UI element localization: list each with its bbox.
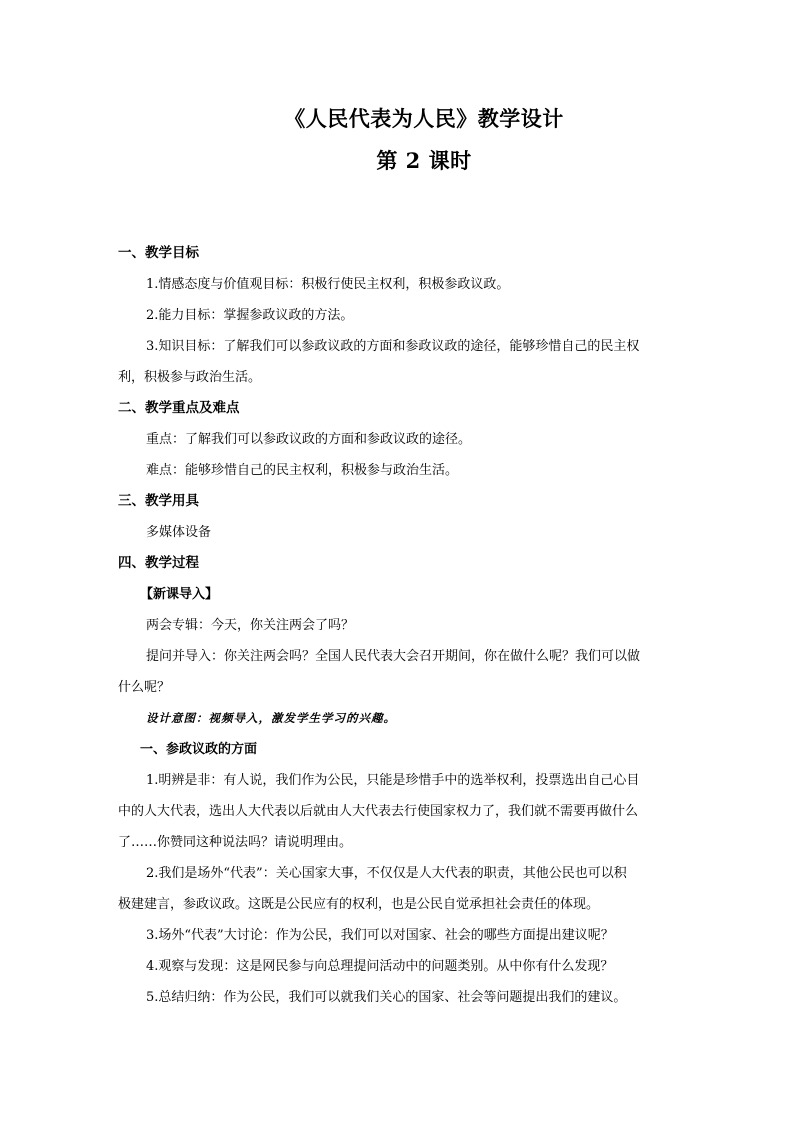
objective-3-line2: 利，积极参与政治生活。 bbox=[118, 370, 262, 385]
paragraph-4: 4.观察与发现：这是网民参与向总理提问活动中的问题类别。从中你有什么发现？ bbox=[146, 959, 614, 974]
teaching-tool: 多媒体设备 bbox=[146, 525, 212, 540]
document-title: 《人民代表为人民》教学设计 bbox=[284, 106, 564, 131]
paragraph-2-line2: 极建建言，参政议政。这既是公民应有的权利，也是公民自觉承担社会责任的体现。 bbox=[118, 897, 600, 912]
section-heading-process: 四、教学过程 bbox=[118, 555, 199, 571]
objective-2: 2.能力目标：掌握参政议政的方法。 bbox=[146, 308, 354, 323]
difficult-point: 难点：能够珍惜自己的民主权利，积极参与政治生活。 bbox=[146, 463, 459, 478]
objective-3-line1: 3.知识目标：了解我们可以参政议政的方面和参政议政的途径，能够珍惜自己的民主权 bbox=[146, 339, 640, 354]
intro-line-2b: 什么呢？ bbox=[118, 680, 171, 695]
design-intent-note: 设计意图：视频导入，激发学生学习的兴趣。 bbox=[146, 711, 396, 725]
part1-heading: 一、参政议政的方面 bbox=[140, 742, 258, 757]
paragraph-5: 5.总结归纳：作为公民，我们可以就我们关心的国家、社会等问题提出我们的建议。 bbox=[146, 990, 627, 1005]
section-heading-key-points: 二、教学重点及难点 bbox=[118, 400, 240, 416]
paragraph-3: 3.场外“代表”大讨论：作为公民，我们可以对国家、社会的哪些方面提出建议呢？ bbox=[146, 928, 614, 943]
key-point: 重点：了解我们可以参政议政的方面和参政议政的途径。 bbox=[146, 432, 472, 447]
intro-line-2a: 提问并导入：你关注两会吗？全国人民代表大会召开期间，你在做什么呢？我们可以做 bbox=[146, 649, 641, 664]
paragraph-2-line1: 2.我们是场外“代表”：关心国家大事，不仅仅是人大代表的职责，其他公民也可以积 bbox=[146, 866, 627, 881]
intro-line-1: 两会专辑：今天，你关注两会了吗？ bbox=[146, 618, 355, 633]
intro-label: 【新课导入】 bbox=[140, 587, 219, 602]
paragraph-1-line3: 了……你赞同这种说法吗？请说明理由。 bbox=[118, 835, 353, 850]
objective-1: 1.情感态度与价值观目标：积极行使民主权利，积极参政议政。 bbox=[146, 277, 510, 292]
section-heading-tools: 三、教学用具 bbox=[118, 493, 199, 509]
section-heading-objectives: 一、教学目标 bbox=[118, 245, 199, 261]
paragraph-1-line1: 1.明辨是非：有人说，我们作为公民，只能是珍惜手中的选举权利，投票选出自己心目 bbox=[146, 773, 640, 788]
document-body bbox=[118, 238, 684, 1013]
paragraph-1-line2: 中的人大代表，选出人大代表以后就由人大代表去行使国家权力了，我们就不需要再做什么 bbox=[118, 804, 639, 819]
document-subtitle: 第 2 课时 bbox=[376, 148, 472, 173]
